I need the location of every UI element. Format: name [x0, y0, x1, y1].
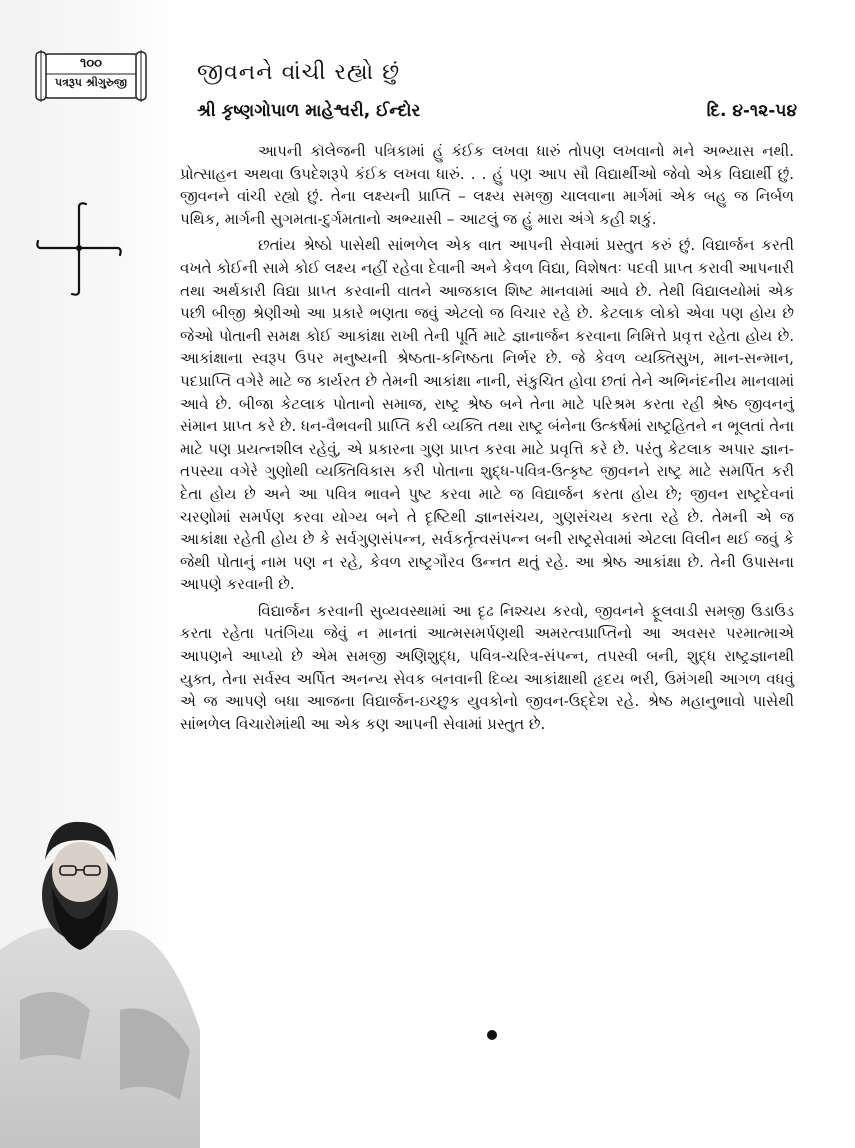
- paragraph-1: આપની કૉલેજની પત્રિકામાં હું કંઈક લખવા ધારું તોપણ લખવાનો મને અભ્યાસ નથી. પ્રોત્સાહન અથવા ઉપદેશરૂપે કંઈક લખવા ધારું. . . હું પણ આપ સૌ વિદ્યાર્થીઓ જેવો એક વિદ્યાર્થી છું. જીવનને વાંચી રહ્યો છું. તેના લક્ષ્યની પ્રાપ્તિ – લક્ષ્ય સમજી ચાલવાના માર્ગમાં એક બહુ જ નિર્બળ પથિક, માર્ગની સુગમતા-દુર્ગમતાનો અભ્યાસી – આટલું જ હું મારા અંગે કહી શકું.: [180, 142, 794, 228]
- swastika-icon: [34, 198, 124, 298]
- letter-body: [180, 140, 794, 735]
- page-badge: [32, 50, 150, 102]
- page-number: ૧૦૦: [79, 56, 103, 71]
- end-bullet: [487, 1030, 497, 1040]
- letter-author: શ્રી કૃષ્ણગોપાળ માહેશ્વરી, ઈન્દોર: [197, 101, 421, 121]
- paragraph-3: વિદ્યાર્જન કરવાની સુવ્યવસ્થામાં આ દૃઢ નિશ્ચય કરવો, જીવનને ફૂલવાડી સમજી ઉડાઉડ કરતા રહેતા પતંગિયા જેવું ન માનતાં આત્મસમર્પણથી અમરત્વપ્રાપ્તિનો આ અવસર પરમાત્માએ આપણને આપ્યો છે એમ સમજી અણિશુદ્ધ, પવિત્ર-ચરિત્ર-સંપન્ન, તપસ્વી બની, શુદ્ધ રાષ્ટ્રજ્ઞાનથી યુક્ત, તેના સર્વસ્વ અર્પિત અનન્ય સેવક બનવાની દિવ્ય આકાંક્ષાથી હૃદય ભરી, ઉમંગથી આગળ વધવું એ જ આપણે બધા આજના વિદ્યાર્જન-ઇચ્છુક યુવકોનો જીવન-ઉદ્દેશ રહે. શ્રેષ્ઠ મહાનુભાવો પાસેથી સાંભળેલ વિચારોમાંથી આ એક કણ આપની સેવામાં પ્રસ્તુત છે.: [180, 601, 794, 733]
- paragraph-2: છતાંય શ્રેષ્ઠો પાસેથી સાંભળેલ એક વાત આપની સેવામાં પ્રસ્તુત કરું છું. વિદ્યાર્જન કરતી વખતે કોઈની સામે કોઈ લક્ષ્ય નહીં રહેવા દેવાની અને કેવળ વિદ્યા, વિશેષતઃ પદવી પ્રાપ્ત કરાવી આપનારી તથા અર્થકારી વિદ્યા પ્રાપ્ત કરવાની વાતને આજકાલ શિષ્ટ માનવામાં આવે છે. તેથી વિદ્યાલયોમાં એક પછી બીજી શ્રેણીઓ આ પ્રકારે ભણતા જવું એટલો જ વિચાર રહે છે. કેટલાક લોકો એવા પણ હોય છે જેઓ પોતાની સમક્ષ કોઈ આકાંક્ષા રાખી તેની પૂર્તિ માટે જ્ઞાનાર્જન કરવાના નિમિત્તે પ્રવૃત્ત રહેતા હોય છે. આકાંક્ષાના સ્વરૂપ ઉપર મનુષ્યની શ્રેષ્ઠતા-કનિષ્ઠતા નિર્ભર છે. જે કેવળ વ્યક્તિસુખ, માન-સન્માન, પદપ્રાપ્તિ વગેરે માટે જ કાર્યરત છે તેમની આકાંક્ષા નાની, સંકુચિત હોવા છતાં તેને અભિનંદનીય માનવામાં આવે છે. બીજા કેટલાક પોતાનો સમાજ, રાષ્ટ્ર શ્રેષ્ઠ બને તેના માટે પરિશ્રમ કરતા રહી શ્રેષ્ઠ જીવનનું સંમાન પ્રાપ્ત કરે છે. ધન-વૈભવની પ્રાપ્તિ કરી વ્યક્તિ તથા રાષ્ટ્ર બંનેના ઉત્કર્ષમાં રાષ્ટ્રહિતને ન ભૂલતાં તેના માટે પણ પ્રયત્નશીલ રહેવું, એ પ્રકારના ગુણ પ્રાપ્ત કરવા માટે પ્રવૃત્તિ કરે છે. પરંતુ કેટલાક અપાર જ્ઞાન-તપસ્યા વગેરે ગુણોથી વ્યક્તિવિકાસ કરી પોતાના શુદ્ધ-પવિત્ર-ઉત્કૃષ્ટ જીવનને રાષ્ટ્ર માટે સમર્પિત કરી દેતા હોય છે અને આ પવિત્ર ભાવને પુષ્ટ કરવા માટે જ વિદ્યાર્જન કરતા હોય છે; જીવન રાષ્ટ્રદેવનાં ચરણોમાં સમર્પણ કરવા યોગ્ય બને તે દૃષ્ટિથી જ્ઞાનસંચય, ગુણસંચય કરતા રહે છે. તેમની એ જ આકાંક્ષા રહેતી હોય છે કે સર્વગુણસંપન્ન, સર્વકર્તૃત્વસંપન્ન બની રાષ્ટ્રસેવામાં એટલા વિલીન થઈ જવું કે જેથી પોતાનું નામ પણ ન રહે, કેવળ રાષ્ટ્રગૌરવ ઉન્નત થતું રહે. આ શ્રેષ્ઠ આકાંક્ષા છે. તેની ઉપાસના આપણે કરવાની છે.: [180, 236, 794, 594]
- letter-date: દિ. ૪-૧૨-૫૪: [706, 101, 797, 121]
- page-title: જીવનને વાંચી રહ્યો છું: [197, 60, 401, 85]
- portrait-photo: [0, 800, 200, 1148]
- section-label: પત્રરૂપ શ્રીગુરુજી: [55, 76, 127, 89]
